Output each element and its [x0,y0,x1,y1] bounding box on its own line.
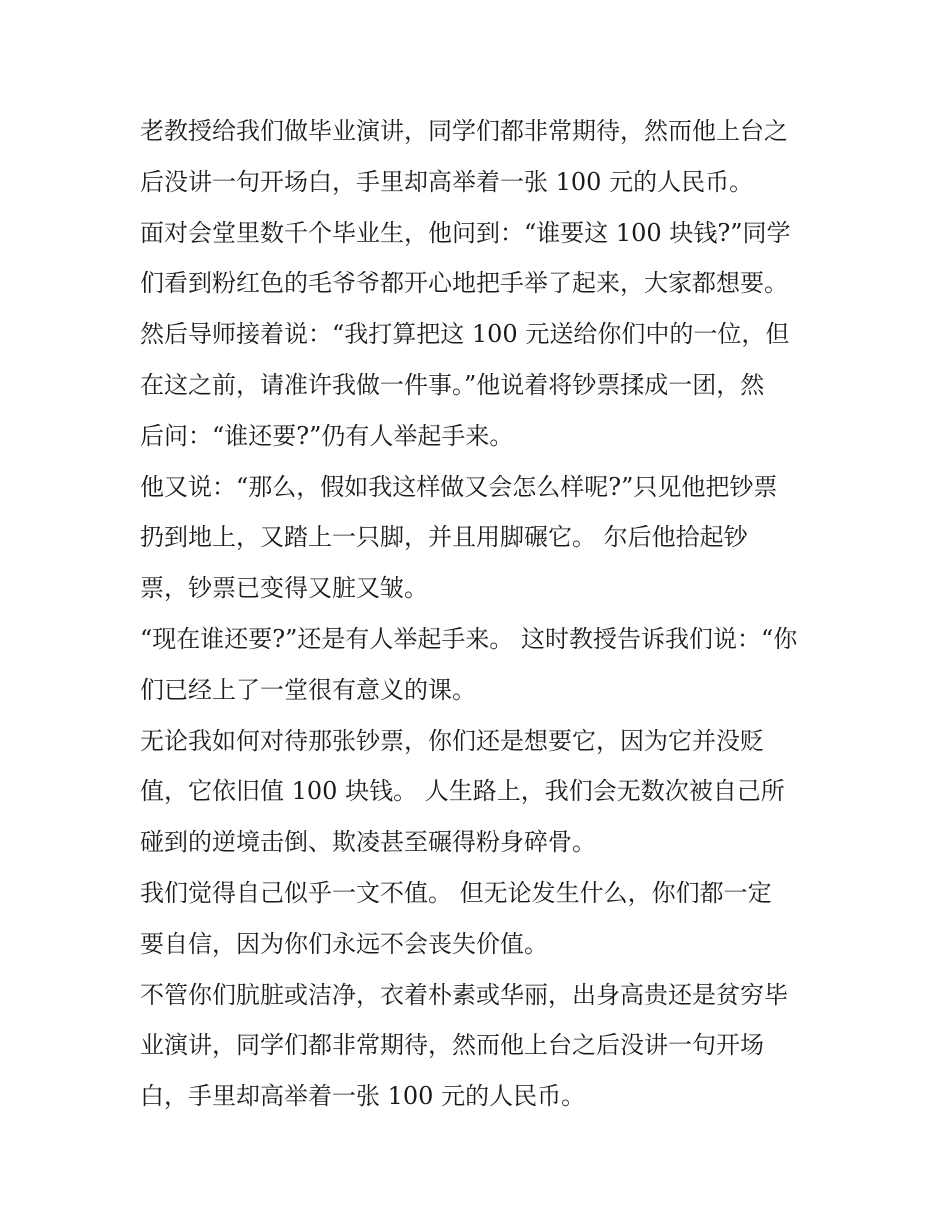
text-line: 后问：“谁还要?”仍有人举起手来。 [140,421,514,450]
text-line: 我们觉得自己似乎一文不值。 但无论发生什么，你们都一定 [140,878,772,907]
text-line: 白，手里却高举着一张 100 元的人民币。 [140,1082,586,1111]
text-line: 值，它依旧值 100 块钱。 人生路上，我们会无数次被自己所 [140,777,785,806]
text-line: 面对会堂里数千个毕业生，他问到：“谁要这 100 块钱?”同学 [140,218,791,247]
text-line: 业演讲，同学们都非常期待，然而他上台之后没讲一句开场 [140,1031,764,1060]
text-line: 无论我如何对待那张钞票，你们还是想要它，因为它并没贬 [140,726,764,755]
text-line: 老教授给我们做毕业演讲，同学们都非常期待，然而他上台之 [140,117,788,145]
text-line: 票，钞票已变得又脏又皱。 [140,574,428,603]
text-line: 在这之前，请准许我做一件事。”他说着将钞票揉成一团，然 [140,370,765,399]
text-line: 扔到地上，又踏上一只脚，并且用脚碾它。 尔后他拾起钞 [140,523,748,552]
text-line: 然后导师接着说：“我打算把这 100 元送给你们中的一位，但 [140,320,790,349]
text-line: 后没讲一句开场白，手里却高举着一张 100 元的人民币。 [140,167,754,196]
text-line: 们已经上了一堂很有意义的课。 [140,675,476,704]
text-line: 要自信，因为你们永远不会丧失价值。 [140,929,548,958]
document-body [140,106,820,1122]
text-line: 他又说：“那么，假如我这样做又会怎么样呢?”只见他把钞票 [140,472,778,501]
text-line: 不管你们肮脏或洁净，衣着朴素或华丽，出身高贵还是贫穷毕 [140,980,788,1009]
text-line: “现在谁还要?”还是有人举起手来。 这时教授告诉我们说：“你 [140,624,798,653]
text-line: 们看到粉红色的毛爷爷都开心地把手举了起来，大家都想要。 [140,269,788,298]
text-line: 碰到的逆境击倒、欺凌甚至碾得粉身碎骨。 [140,828,596,857]
